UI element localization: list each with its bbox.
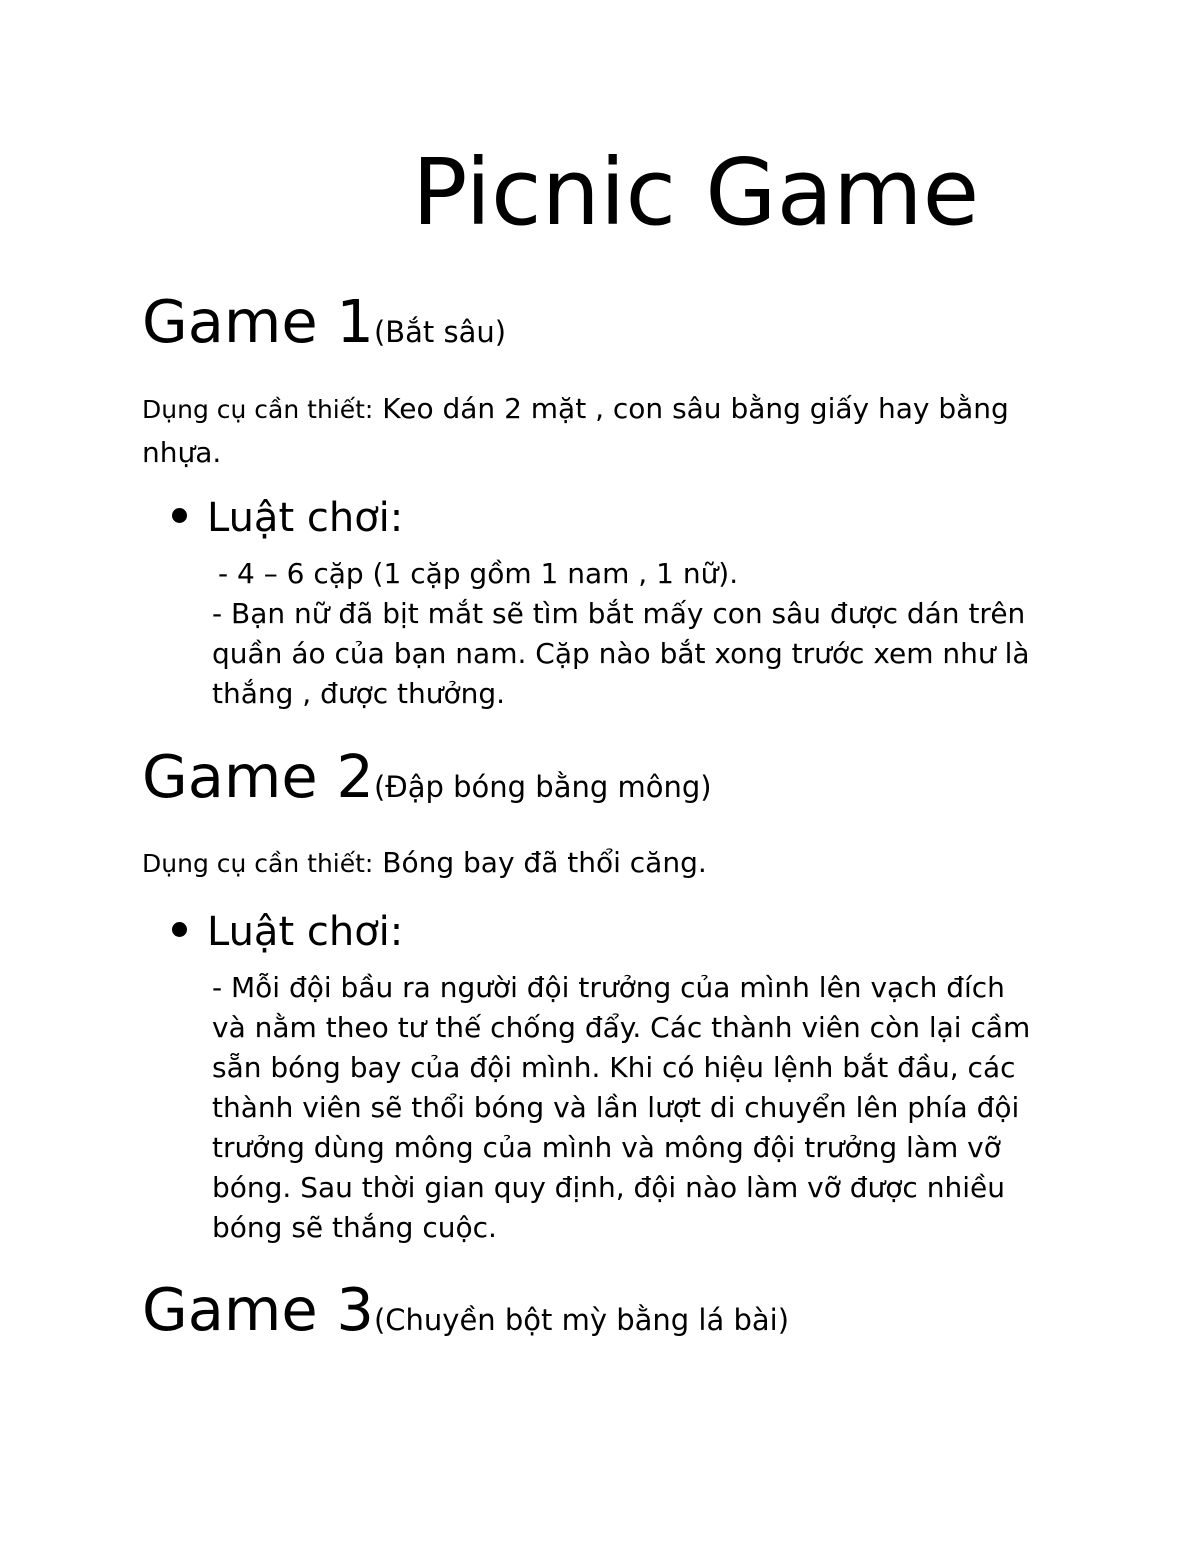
game-1-rule-2: - Bạn nữ đã bịt mắt sẽ tìm bắt mấy con sâu được dán trên quần áo của bạn nam. Cặp nào bắt xong trước xem như là thắng , được thưởng.	[212, 597, 1030, 710]
game-2-equipment	[142, 841, 1042, 885]
game-1-equipment-label: Dụng cụ cần thiết:	[142, 395, 374, 424]
game-2-name: Game 2	[142, 742, 374, 811]
game-2-equipment-text: Bóng bay đã thổi căng.	[373, 846, 707, 879]
game-2-rules-body	[212, 968, 1042, 1248]
game-2-subtitle: (Đập bóng bằng mông)	[373, 770, 712, 804]
game-3-heading	[142, 1276, 789, 1344]
game-1-rules-header	[172, 494, 403, 542]
game-1-equipment	[142, 387, 1042, 474]
game-1-rules-body	[212, 554, 1042, 714]
game-1-name: Game 1	[142, 287, 374, 356]
game-2-heading	[142, 743, 712, 811]
game-2-equipment-label: Dụng cụ cần thiết:	[142, 849, 374, 878]
game-3-name: Game 3	[142, 1275, 374, 1344]
game-1-rule-1: - 4 – 6 cặp (1 cặp gồm 1 nam , 1 nữ).	[218, 557, 739, 590]
game-2-rule-1: - Mỗi đội bầu ra người đội trưởng của mình lên vạch đích và nằm theo tư thế chống đẩy. Các thành viên còn lại cầm sẵn bóng bay của đội mình. Khi có hiệu lệnh bắt đầu, các thành viên sẽ thổi bóng và lần lượt di chuyển lên phía đội trưởng dùng mông của mình và mông đội trưởng làm vỡ bóng. Sau thời gian quy định, đội nào làm vỡ được nhiều bóng sẽ thắng cuộc.	[212, 971, 1031, 1244]
game-1-equipment-text: Keo dán 2 mặt , con sâu bằng giấy hay bằng nhựa.	[142, 392, 1009, 469]
game-2-rules-header	[172, 908, 403, 956]
game-1-subtitle: (Bắt sâu)	[373, 315, 507, 349]
game-1-rules-label: Luật chơi:	[207, 495, 404, 541]
game-3-subtitle: (Chuyền bột mỳ bằng lá bài)	[373, 1303, 790, 1337]
game-2-rules-label: Luật chơi:	[207, 909, 404, 955]
game-1-heading	[142, 288, 506, 356]
document-title: Picnic Game	[412, 139, 980, 246]
bullet-icon	[172, 508, 187, 523]
bullet-icon	[172, 922, 187, 937]
